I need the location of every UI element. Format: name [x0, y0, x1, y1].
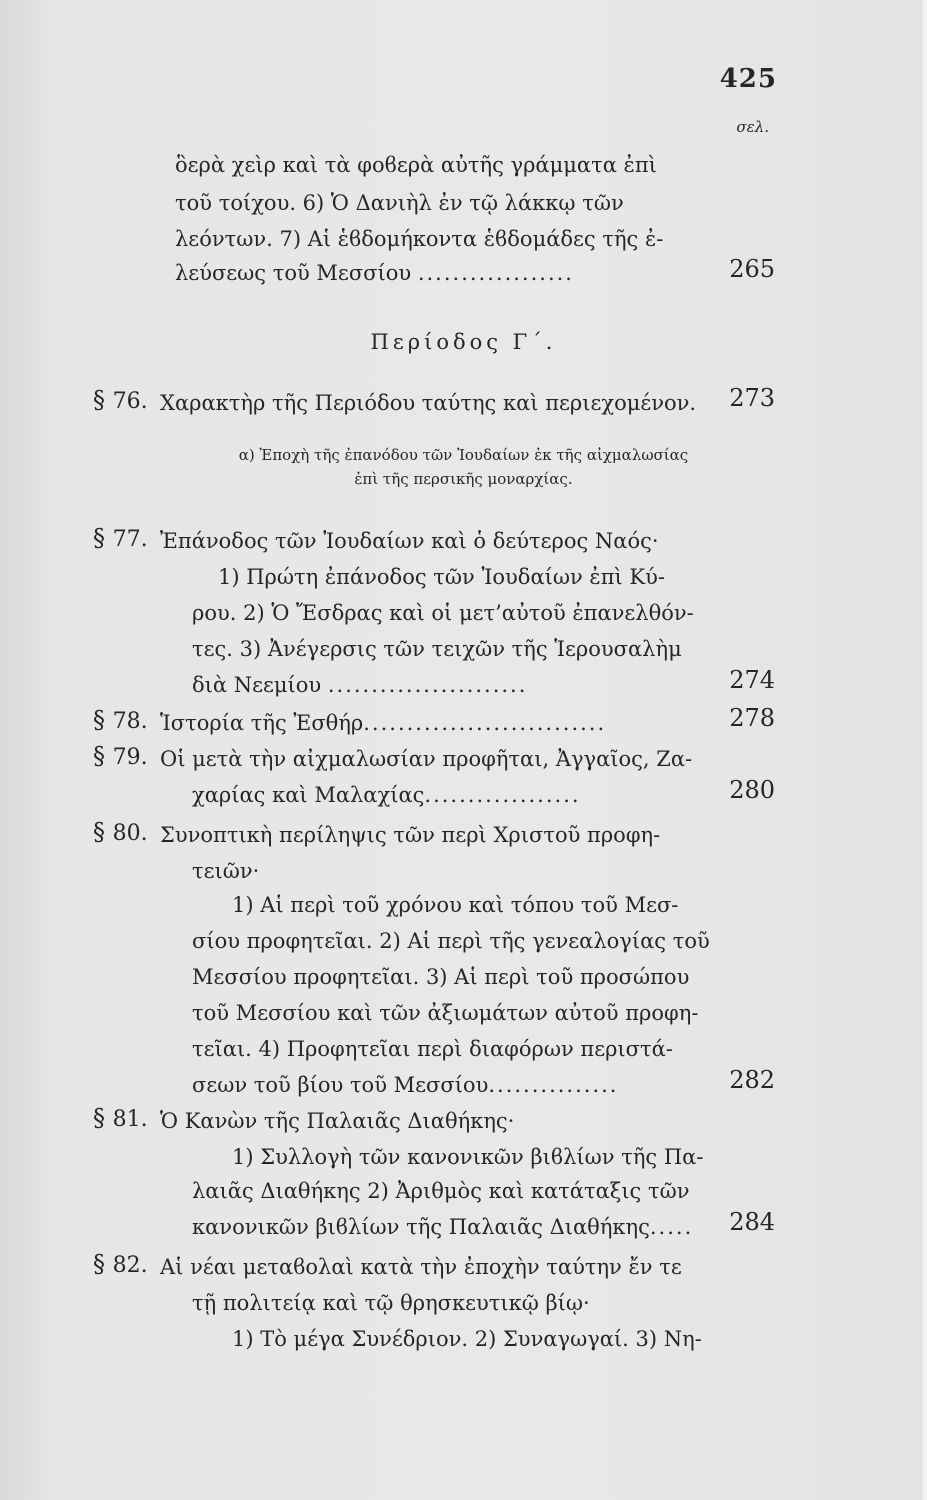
leader-dots: ............................	[363, 711, 607, 735]
section-77-line-2: 1) Πρώτη ἐπάνοδος τῶν Ἰουδαίων ἐπὶ Κύ-	[218, 565, 665, 589]
page-number: 425	[719, 64, 777, 94]
section-77-line-3: ρου. 2) Ὁ Ἔσδρας καὶ οἱ μετ’αὐτοῦ ἐπανελθόν-	[192, 601, 694, 625]
section-80-line-6: τοῦ Μεσσίου καὶ τῶν ἀξιωμάτων αὐτοῦ προφη-	[192, 1001, 699, 1025]
section-mark: §	[93, 1250, 105, 1278]
section-82-line-1: Αἱ νέαι μεταϐολαὶ κατὰ τὴν ἐποχὴν ταύτην ἔν τε	[160, 1255, 682, 1279]
section-77-line-5	[192, 672, 527, 698]
leader-dots: ..................	[424, 783, 581, 807]
section-80-page: 282	[729, 1066, 775, 1094]
section-79-line-2-text: χαρίας καὶ Μαλαχίας	[192, 783, 425, 807]
period-heading: Περίοδος Γ΄.	[370, 330, 557, 354]
section-number: 78.	[112, 709, 148, 734]
section-80-line-4: σίου προφητεῖαι. 2) Αἱ περὶ τῆς γενεαλογίας τοῦ	[192, 929, 710, 953]
section-number: 80.	[112, 821, 148, 846]
section-79-label	[93, 742, 148, 770]
section-mark: §	[93, 1104, 105, 1132]
section-mark: §	[93, 818, 105, 846]
section-81-line-3: λαιᾶς Διαθήκης 2) Ἀριθμὸς καὶ κατάταξις τῶν	[192, 1179, 690, 1203]
page-edge	[923, 0, 927, 1500]
intro-line-4	[175, 260, 574, 286]
leader-dots: .....	[649, 1215, 694, 1239]
section-mark: §	[93, 386, 105, 414]
section-number: 76.	[112, 389, 148, 414]
section-76-page: 273	[729, 384, 775, 412]
section-76-title: Χαρακτὴρ τῆς Περιόδου ταύτης καὶ περιεχομένον.	[160, 391, 697, 415]
intro-line-4-text: λεύσεως τοῦ Μεσσίου	[175, 261, 412, 285]
section-80-line-5: Μεσσίου προφητεῖαι. 3) Αἱ περὶ τοῦ προσώπου	[192, 965, 690, 989]
section-80-line-1: Συνοπτικὴ περίληψις τῶν περὶ Χριστοῦ προφη-	[160, 823, 661, 847]
section-82-label	[93, 1250, 148, 1278]
column-label: σελ.	[736, 118, 769, 136]
intro-line-1: ὃερὰ χεὶρ καὶ τὰ φοϐερὰ αὐτῆς γράμματα ἐπὶ	[175, 153, 657, 177]
section-77-label	[93, 524, 148, 552]
section-79-line-2	[192, 782, 581, 808]
section-mark: §	[93, 524, 105, 552]
section-80-line-8-text: σεων τοῦ βίου τοῦ Μεσσίου	[192, 1073, 489, 1097]
intro-line-3: λεόντων. 7) Αἱ ἑϐδομήκοντα ἑϐδομάδες τῆς ἐ-	[175, 227, 664, 251]
section-77-line-1: Ἐπάνοδος τῶν Ἰουδαίων καὶ ὁ δεύτερος Ναός·	[160, 529, 659, 553]
section-79-page: 280	[729, 776, 775, 804]
section-80-line-7: τεῖαι. 4) Προφητεῖαι περὶ διαφόρων περιστά-	[192, 1037, 673, 1061]
section-number: 79.	[112, 745, 148, 770]
section-80-line-8	[192, 1072, 618, 1098]
section-number: 77.	[112, 527, 148, 552]
section-81-line-2: 1) Συλλογὴ τῶν κανονικῶν βιϐλίων τῆς Πα-	[232, 1145, 704, 1169]
section-78-label	[93, 706, 148, 734]
section-81-line-4	[192, 1214, 693, 1240]
section-number: 81.	[112, 1107, 148, 1132]
section-77-line-5-text: διὰ Νεεμίου	[192, 673, 322, 697]
section-82-line-2: τῇ πολιτείᾳ καὶ τῷ θρησκευτικῷ βίῳ·	[192, 1291, 590, 1315]
leader-dots: .......................	[327, 673, 528, 697]
section-81-page: 284	[729, 1208, 775, 1236]
section-76-subtitle-2: ἐπὶ τῆς περσικῆς μοναρχίας.	[354, 470, 573, 488]
section-80-line-2: τειῶν·	[192, 859, 260, 883]
section-80-line-3: 1) Αἱ περὶ τοῦ χρόνου καὶ τόπου τοῦ Μεσ-	[232, 893, 679, 917]
leader-dots: ..................	[417, 261, 574, 285]
section-77-page: 274	[729, 666, 775, 694]
section-77-line-4: τες. 3) Ἀνέγερσις τῶν τειχῶν τῆς Ἱερουσαλὴμ	[192, 637, 682, 661]
section-mark: §	[93, 706, 105, 734]
section-76-label	[93, 386, 148, 414]
section-78-title: Ἱστορία τῆς Ἐσθήρ	[160, 711, 364, 735]
section-81-label	[93, 1104, 148, 1132]
section-mark: §	[93, 742, 105, 770]
section-81-line-4-text: κανονικῶν βιϐλίων τῆς Παλαιᾶς Διαθήκης	[192, 1215, 650, 1239]
section-number: 82.	[112, 1253, 148, 1278]
section-82-line-3: 1) Τὸ μέγα Συνέδριον. 2) Συναγωγαί. 3) Νη-	[232, 1327, 702, 1351]
section-76-subtitle-1: α) Ἐποχὴ τῆς ἐπανόδου τῶν Ἰουδαίων ἐκ τῆς αἰχμαλωσίας	[238, 446, 689, 464]
section-80-label	[93, 818, 148, 846]
section-78-line	[160, 710, 606, 736]
intro-page-ref: 265	[729, 255, 775, 283]
intro-line-2: τοῦ τοίχου. 6) Ὁ Δανιὴλ ἐν τῷ λάκκῳ τῶν	[175, 191, 624, 215]
leader-dots: ...............	[488, 1073, 619, 1097]
section-78-page: 278	[729, 704, 775, 732]
section-81-line-1: Ὁ Κανὼν τῆς Παλαιᾶς Διαθήκης·	[160, 1109, 515, 1133]
section-79-line-1: Οἱ μετὰ τὴν αἰχμαλωσίαν προφῆται, Ἀγγαῖος, Ζα-	[160, 747, 693, 771]
